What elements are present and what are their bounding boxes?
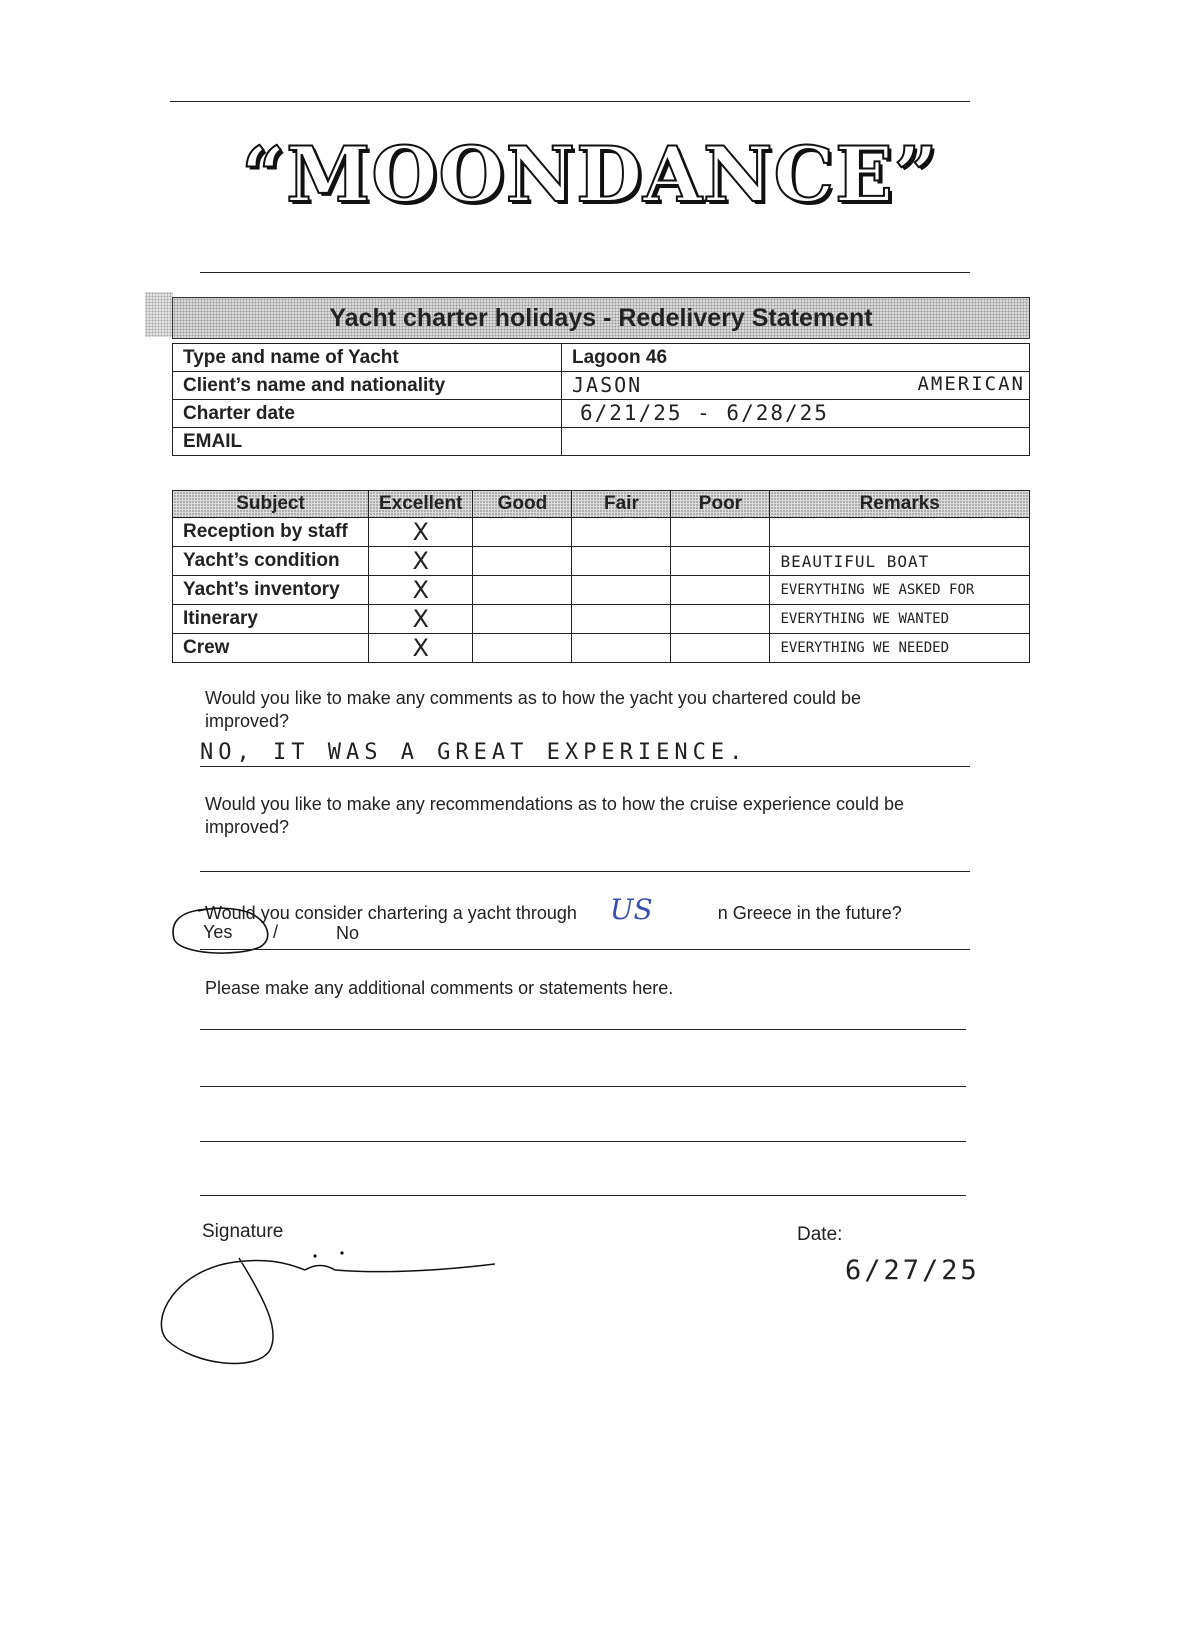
info-row-charter-date	[173, 400, 1030, 428]
remark-cell: EVERYTHING WE NEEDED	[770, 634, 1030, 663]
good-cell	[473, 518, 572, 547]
yacht-info-table	[172, 343, 1030, 456]
excellent-mark: X	[369, 634, 473, 663]
header-excellent: Excellent	[369, 491, 473, 518]
poor-cell	[671, 634, 770, 663]
answer-line-1	[200, 766, 970, 767]
info-row-client	[173, 372, 1030, 400]
remark-cell: EVERYTHING WE ASKED FOR	[770, 576, 1030, 605]
date-handwritten: 6/27/25	[845, 1255, 980, 1286]
good-cell	[473, 547, 572, 576]
good-cell	[473, 634, 572, 663]
info-label: EMAIL	[173, 428, 562, 456]
remark-cell	[770, 518, 1030, 547]
option-separator: /	[273, 922, 279, 942]
subject-cell: Reception by staff	[173, 518, 369, 547]
fair-cell	[572, 576, 671, 605]
banner-tab	[145, 292, 173, 337]
date-label: Date:	[797, 1224, 843, 1245]
comment-line-4	[200, 1195, 966, 1196]
question-charter-again-end: n Greece in the future?	[717, 903, 902, 923]
subject-cell: Itinerary	[173, 605, 369, 634]
yacht-name-title: “MOONDANCE”	[241, 130, 939, 219]
ratings-row	[173, 547, 1030, 576]
ratings-row	[173, 518, 1030, 547]
ratings-row	[173, 605, 1030, 634]
excellent-mark: X	[369, 518, 473, 547]
header-subject: Subject	[173, 491, 369, 518]
charter-date-handwritten: 6/21/25 - 6/28/25	[580, 401, 829, 425]
excellent-mark: X	[369, 576, 473, 605]
info-value	[562, 428, 1030, 456]
answer-line-2	[200, 871, 970, 872]
signature-label: Signature	[202, 1221, 284, 1242]
client-name-handwritten: JASON	[572, 373, 643, 397]
comment-line-3	[200, 1141, 966, 1142]
answer-yacht-improvement: NO, IT WAS A GREAT EXPERIENCE.	[200, 740, 748, 765]
good-cell	[473, 605, 572, 634]
header-good: Good	[473, 491, 572, 518]
info-row-yacht	[173, 344, 1030, 372]
signature-scribble	[155, 1240, 505, 1370]
yes-option: Yes	[203, 922, 233, 942]
info-value: Lagoon 46	[562, 344, 1030, 372]
header-remarks: Remarks	[770, 491, 1030, 518]
additional-comments-prompt: Please make any additional comments or statements here.	[205, 978, 674, 998]
remark-cell: BEAUTIFUL BOAT	[770, 547, 1030, 576]
question-cruise-recommendation: Would you like to make any recommendations as to how the cruise experience could be improved?	[205, 794, 905, 837]
info-row-email	[173, 428, 1030, 456]
header-poor: Poor	[671, 491, 770, 518]
poor-cell	[671, 518, 770, 547]
nationality-handwritten: AMERICAN	[917, 373, 1025, 395]
good-cell	[473, 576, 572, 605]
ratings-header-row	[173, 491, 1030, 518]
header-fair: Fair	[572, 491, 671, 518]
ratings-table	[172, 490, 1030, 663]
answer-line-3	[200, 949, 970, 950]
poor-cell	[671, 605, 770, 634]
info-label: Charter date	[173, 400, 562, 428]
company-handwritten: US	[609, 893, 653, 926]
comment-line-1	[200, 1029, 966, 1030]
fair-cell	[572, 605, 671, 634]
excellent-mark: X	[369, 547, 473, 576]
poor-cell	[671, 547, 770, 576]
no-option: No	[336, 923, 360, 943]
info-label: Client’s name and nationality	[173, 372, 562, 400]
title-underline	[200, 272, 970, 273]
fair-cell	[572, 518, 671, 547]
subject-cell: Crew	[173, 634, 369, 663]
question-charter-again	[205, 893, 965, 926]
question-charter-again-start: Would you consider chartering a yacht through	[205, 903, 577, 923]
fair-cell	[572, 634, 671, 663]
ratings-row	[173, 576, 1030, 605]
info-label: Type and name of Yacht	[173, 344, 562, 372]
comment-line-2	[200, 1086, 966, 1087]
statement-banner: Yacht charter holidays - Redelivery Statement	[172, 297, 1030, 339]
excellent-mark: X	[369, 605, 473, 634]
remark-cell: EVERYTHING WE WANTED	[770, 605, 1030, 634]
subject-cell: Yacht’s inventory	[173, 576, 369, 605]
subject-cell: Yacht’s condition	[173, 547, 369, 576]
poor-cell	[671, 576, 770, 605]
top-rule	[170, 101, 970, 102]
fair-cell	[572, 547, 671, 576]
ratings-row	[173, 634, 1030, 663]
question-yacht-improvement: Would you like to make any comments as to how the yacht you chartered could be improved?	[205, 688, 862, 731]
info-value	[562, 372, 1030, 400]
info-value	[562, 400, 1030, 428]
